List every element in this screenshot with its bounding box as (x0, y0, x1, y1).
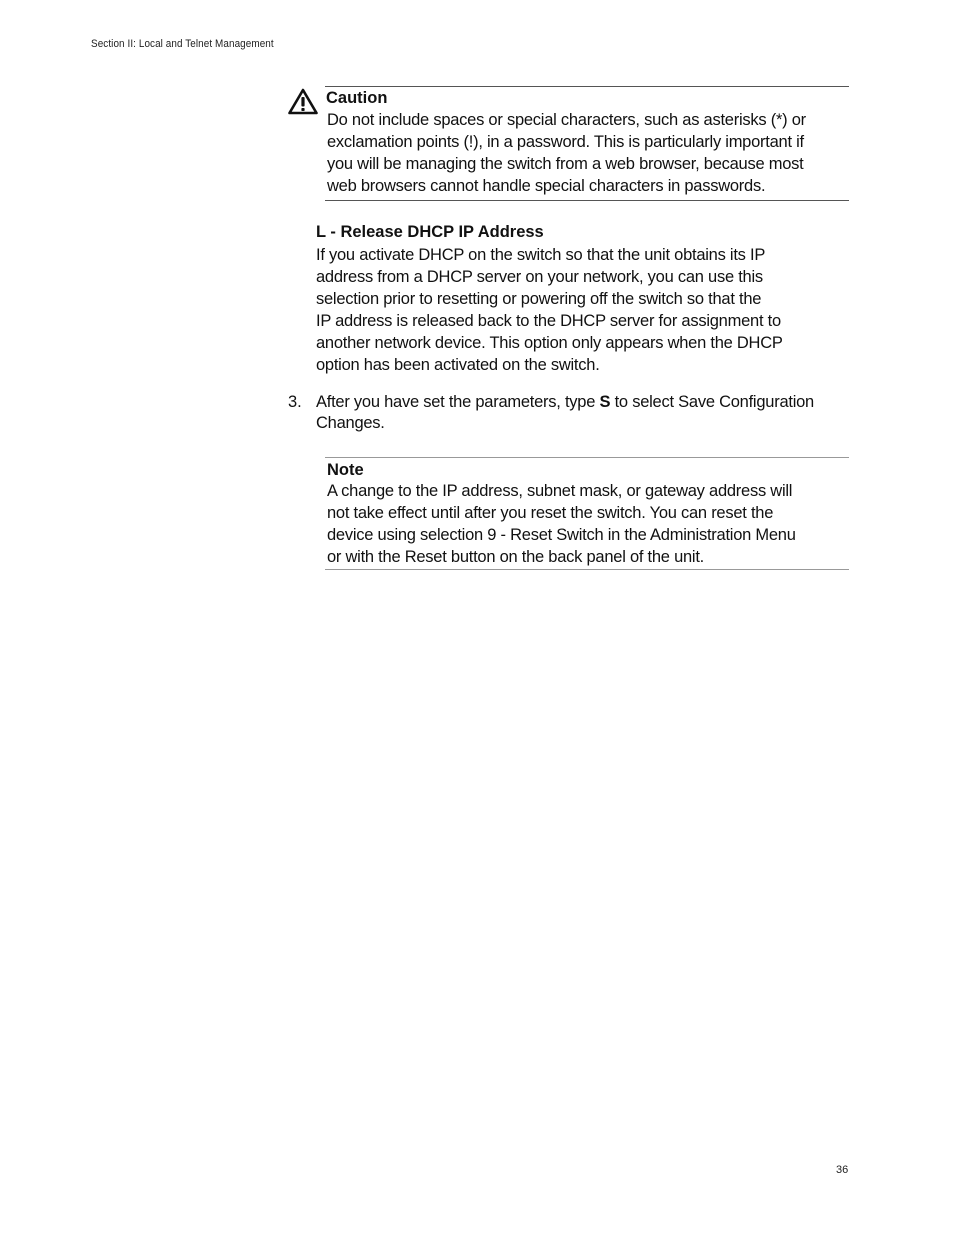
note-title: Note (327, 461, 364, 479)
release-dhcp-body: If you activate DHCP on the switch so that the unit obtains its IP address from a DHCP server on your network, you can use this selection prior to resetting or powering off the switch so that the IP address is released back to the DHCP server for assignment to another network device. This option only appears when the DHCP option has been activated on the switch. (316, 246, 783, 374)
step-text-before: After you have set the parameters, type (316, 393, 600, 411)
release-dhcp-title: L - Release DHCP IP Address (316, 223, 544, 241)
caution-callout (325, 86, 849, 201)
note-body: A change to the IP address, subnet mask, or gateway address will not take effect until after you reset the switch. You can reset the device using selection 9 - Reset Switch in the Administration Menu or with the Reset button on the back panel of the unit. (327, 482, 796, 566)
page-header: Section II: Local and Telnet Management (91, 38, 274, 50)
page-number: 36 (836, 1164, 849, 1176)
caution-body: Do not include spaces or special characters, such as asterisks (*) or exclamation points (!), in a password. This is particularly important if you will be managing the switch from a web browser, because most web browsers cannot handle special characters in passwords. (327, 111, 806, 195)
step-key: S (599, 393, 611, 411)
step-text-after: to select Save Configuration Changes. (316, 393, 814, 432)
step-text (316, 392, 856, 434)
note-callout (325, 457, 849, 570)
warning-triangle-icon (288, 88, 318, 115)
caution-title: Caution (326, 89, 388, 107)
step-number: 3. (288, 393, 302, 411)
